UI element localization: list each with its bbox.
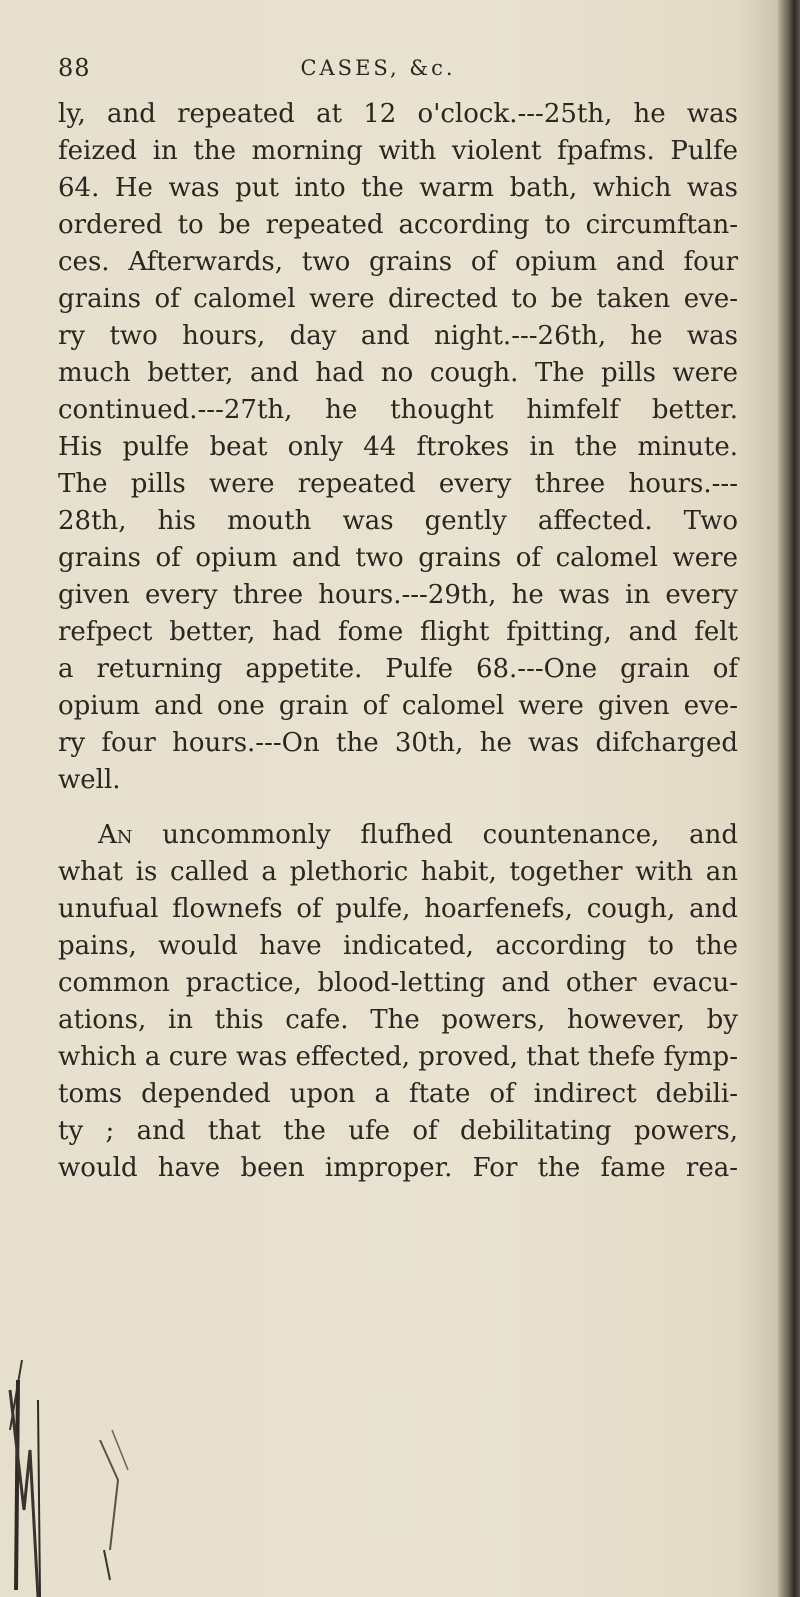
text-line: 28th, his mouth was gently affected. Two xyxy=(58,506,738,536)
text-line: opium and one grain of calomel were given eve- xyxy=(58,691,738,721)
text-line: what is called a plethoric habit, together with an xyxy=(58,857,738,887)
text-line: would have been improper. For the fame rea- xyxy=(58,1153,738,1183)
page-binding-edge xyxy=(778,0,800,1597)
text-line-first xyxy=(58,817,738,854)
body-text xyxy=(58,96,738,1187)
text-line: grains of opium and two grains of calomel were xyxy=(58,543,738,573)
text-line: continued.---27th, he thought himfelf better. xyxy=(58,395,738,425)
text-line: ry two hours, day and night.---26th, he was xyxy=(58,321,738,351)
paragraph-2 xyxy=(58,817,738,1187)
running-head: CASES, &c. xyxy=(300,56,456,80)
ink-bleed-marks xyxy=(0,1360,200,1597)
text-line: pains, would have indicated, according to the xyxy=(58,931,738,961)
text-line: a returning appetite. Pulfe 68.---One grain of xyxy=(58,654,738,684)
text-line: which a cure was effected, proved, that thefe fymp- xyxy=(58,1042,738,1072)
text-line: grains of calomel were directed to be taken eve- xyxy=(58,284,738,314)
text-line: ces. Afterwards, two grains of opium and four xyxy=(58,247,738,277)
paragraph-lead-word: An xyxy=(98,820,133,850)
text-line: ly, and repeated at 12 o'clock.---25th, he was xyxy=(58,99,738,129)
paragraph-gap xyxy=(58,799,738,817)
text-line: ations, in this cafe. The powers, however, by xyxy=(58,1005,738,1035)
text-line: well. xyxy=(58,765,121,795)
text-line: ty ; and that the ufe of debilitating powers, xyxy=(58,1116,738,1146)
text-line: common practice, blood-letting and other evacu- xyxy=(58,968,738,998)
text-line: ry four hours.---On the 30th, he was difcharged xyxy=(58,728,738,758)
text-line: much better, and had no cough. The pills were xyxy=(58,358,738,388)
text-line: toms depended upon a ftate of indirect debili- xyxy=(58,1079,738,1109)
text-line: feized in the morning with violent fpafms. Pulfe xyxy=(58,136,738,166)
page-number: 88 xyxy=(58,54,91,82)
text-line-rest: uncommonly flufhed countenance, and xyxy=(132,820,738,850)
text-line: unufual flownefs of pulfe, hoarfenefs, cough, and xyxy=(58,894,738,924)
paragraph-1 xyxy=(58,96,738,799)
text-line: 64. He was put into the warm bath, which was xyxy=(58,173,738,203)
text-line: given every three hours.---29th, he was in every xyxy=(58,580,738,610)
text-line: The pills were repeated every three hours.--- xyxy=(58,469,738,499)
text-line: ordered to be repeated according to circumftan- xyxy=(58,210,738,240)
text-line: His pulfe beat only 44 ftrokes in the minute. xyxy=(58,432,738,462)
text-line: refpect better, had fome flight fpitting, and felt xyxy=(58,617,738,647)
page-header xyxy=(58,54,698,94)
